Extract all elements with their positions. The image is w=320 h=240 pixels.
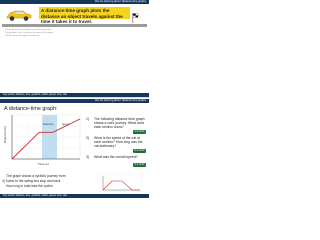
slide-2 [0, 99, 149, 198]
header-text: We are learning about: distance-time graphs [95, 99, 146, 102]
time-badge: 2-3 mins [134, 163, 145, 166]
bottom-line: How long in total was the cyclist [6, 184, 53, 188]
slide-1-title: A distance-time graph plots the distance an object travels against the time it takes it to travel. [41, 8, 123, 24]
bottom-line: home to the swing bus stop and back [6, 179, 61, 183]
note-line: The gradient of the line tells us the speed of the object. [5, 32, 54, 34]
slide-1 [0, 0, 149, 98]
slide-footer [0, 194, 149, 198]
time-badge: 1-2 mins [134, 130, 145, 133]
time-badge: 2-3 mins [134, 149, 145, 152]
finish-flag-icon [132, 13, 141, 23]
stationary-label: Stationary [43, 123, 54, 126]
note-line: The graph shows the distance travelled against time. [5, 29, 52, 31]
slide-2-title: A distance-time graph: [4, 106, 58, 112]
question-text: What is the speed of the cat at each section? How long was the cat stationary? [94, 136, 143, 148]
distance-time-graph [2, 113, 84, 169]
slide-footer [0, 93, 149, 97]
cyclist-graph [100, 174, 142, 192]
footer-text: Key words: distance, time, gradient, scalar, speed, time, rate [3, 93, 67, 96]
question-number: 3) [86, 155, 90, 159]
question-number: 2) [86, 136, 90, 140]
x-axis-label: Time (s) [38, 162, 49, 166]
speed-label: Speed [62, 123, 69, 126]
slide-1-notes [5, 29, 83, 38]
question-number: 1) [86, 117, 90, 121]
slide-header [0, 99, 149, 103]
car-icon [5, 8, 32, 22]
note-line: Flat line means the object is stationary. [5, 35, 40, 37]
road [2, 24, 147, 27]
question-text: The following distance time graph shows a cat's journey. What does each section show? [94, 117, 145, 129]
bottom-line: The graph shows a cyclist's journey from [6, 174, 66, 178]
question-text: What was the overall speed? [94, 155, 138, 159]
stationary-region [42, 115, 57, 159]
footer-text: Key words: distance, time, gradient, scalar, speed, time, rate [3, 194, 67, 197]
slide-header [0, 0, 149, 4]
question-number: 4) [2, 179, 5, 183]
header-text: We are learning about: distance-time graphs [95, 0, 146, 3]
y-axis-label: Distance (m) [3, 125, 7, 143]
